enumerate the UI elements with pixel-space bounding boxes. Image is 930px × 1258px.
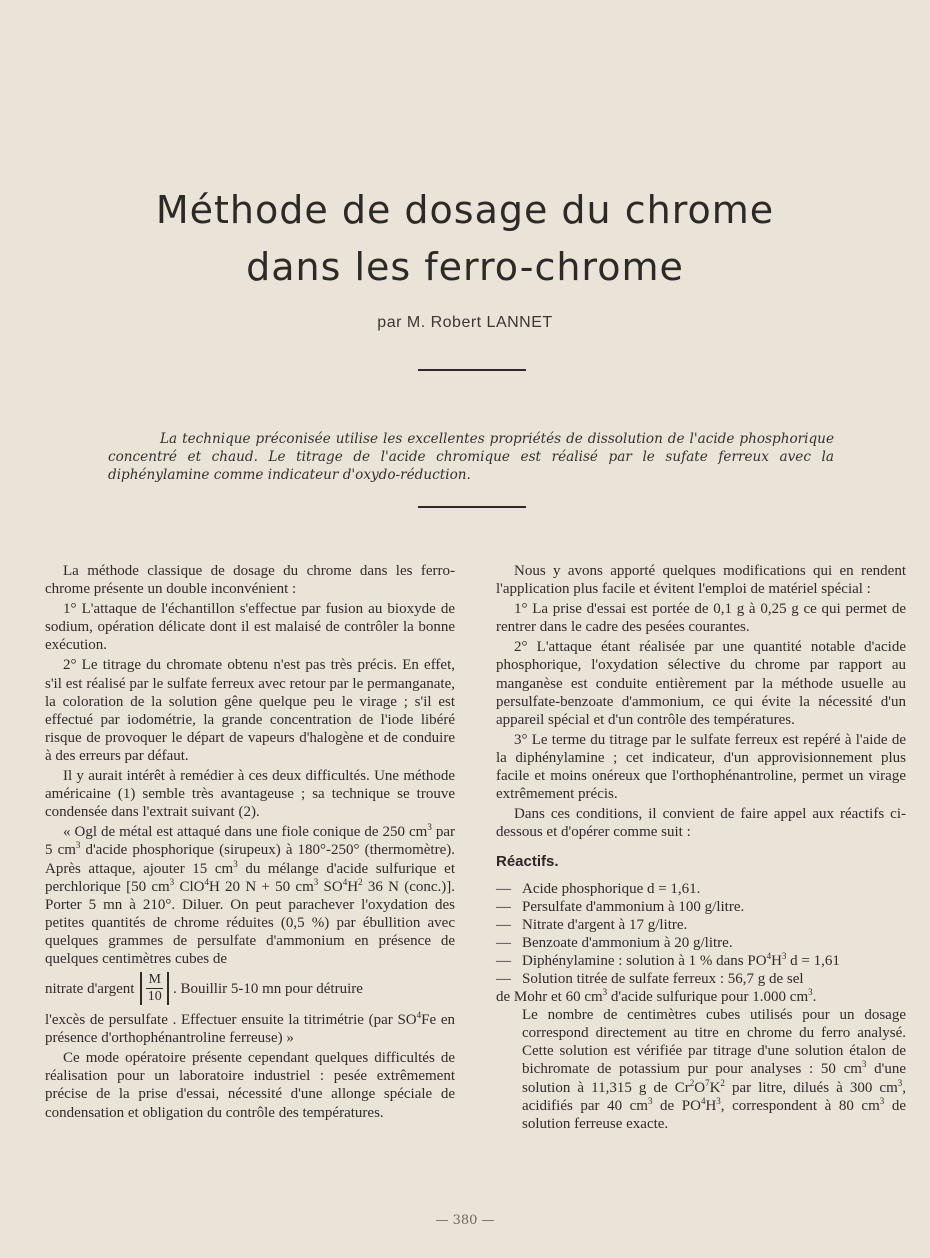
author-byline: par M. Robert LANNET (377, 314, 553, 331)
separator-rule-top (418, 369, 526, 371)
paragraph: l'excès de persulfate . Effectuer ensuite la titrimétrie (par $SO^4Fe$ en présence d'orthophénantroline ferreuse) » (45, 1010, 455, 1047)
list-item: — Persulfate d'ammonium à 100 g/litre. (496, 898, 745, 915)
article-title-line-1: Méthode de dosage du chrome (155, 188, 775, 232)
abstract: La technique préconisée utilise les excellentes propriétés de dissolution de l'acide phosphorique concentré et chaud. Le titrage de l'acide chromique est réalisé par le sufate ferreux avec la diphénylamine comme indicateur d'oxydo-réduction. (108, 431, 834, 483)
right-column (496, 562, 906, 1135)
fraction-prefix: nitrate d'argent (45, 980, 135, 997)
reagents-heading: Réactifs. (496, 853, 559, 871)
page-number: — 380 — (435, 1213, 495, 1228)
paragraph: 2° L'attaque étant réalisée par une quantité notable d'acide phosphorique, l'oxydation sélective du chrome par rapport au manganèse est conduite entièrement par la méthode usuelle au persulfate-benzoate d'ammonium, ce qui évite la nécessité d'un appareil spécial et d'un contrôle des températures. (496, 639, 906, 728)
list-item: — Benzoate d'ammonium à 20 g/litre. (496, 934, 733, 951)
paragraph: Il y aurait intérêt à remédier à ces deux difficultés. Une méthode américaine (1) semble très avantageuse ; sa technique se trouve condensée dans l'extrait suivant (2). (45, 768, 455, 821)
paragraph: Ce mode opératoire présente cependant quelques difficultés de réalisation pour un laboratoire industriel : pesée extrêmement précise de la prise d'essai, nécessité d'une allonge spéciale de condensation et obligation du contrôle des températures. (45, 1050, 455, 1121)
left-column (45, 562, 455, 1124)
fraction-suffix: . Bouillir 5-10 mn pour détruire (172, 980, 363, 997)
paragraph: La méthode classique de dosage du chrome dans les ferro-chrome présente un double inconvénient : (45, 563, 455, 598)
fraction-line (45, 972, 455, 1005)
paragraph: 2° Le titrage du chromate obtenu n'est pas très précis. En effet, s'il est réalisé par le sulfate ferreux avec retour par le permanganate, la coloration de la solution gêne quelque peu le virage ; s'il est effectué par iodométrie, la grande concentration de l'iode libéré risque de provoquer le départ de vapeurs d'halogène et de conduire à des erreurs par défaut. (45, 657, 455, 764)
list-item: — Nitrate d'argent à 17 g/litre. (496, 916, 688, 933)
list-item: — Diphénylamine : solution à 1 % dans $PO^4H^3$ d = 1,61 (496, 950, 840, 969)
paragraph: 1° La prise d'essai est portée de 0,1 g à 0,25 g ce qui permet de rentrer dans le cadre des pesées courantes. (496, 601, 906, 636)
article-title-line-2: dans les ferro-chrome (246, 245, 684, 289)
paragraph: Nous y avons apporté quelques modifications qui en rendent l'application plus facile et évitent l'emploi de matériel spécial : (496, 563, 906, 598)
list-item: — Acide phosphorique d = 1,61. (496, 880, 701, 897)
quoted-procedure: « Ogl de métal est attaqué dans une fiole conique de 250 $cm^3$ par 5 $cm^3$ d'acide phosphorique (sirupeux) à 180°-250° (thermomètre). Après attaque, ajouter 15 $cm^3$ du mélange d'acide sulfurique et perchlorique [50 $cm^3$ ClO$^4$H 20 N + 50 $cm^3$ $SO^4H^2$ 36 N (conc.)]. Porter 5 mn à 210°. Diluer. On peut parachever l'oxydation des petites quantités de chrome réduites (0,5 %) par ébullition avec quelques grammes de persulfate d'ammonium en présence de quelques centimètres cubes de (45, 822, 456, 967)
paragraph: 3° Le terme du titrage par le sulfate ferreux est repéré à l'aide de la diphénylamine ; cet indicateur, d'un approvisionnement plus facile et moins onéreux que l'orthophénantroline, permet un virage extrêmement précis. (496, 731, 906, 803)
paragraph: Dans ces conditions, il convient de faire appel aux réactifs ci-dessous et d'opérer comme suit : (496, 806, 906, 841)
list-item: — Solution titrée de sulfate ferreux : 56,7 g de sel de Mohr et 60 $cm^3$ d'acide sulfurique pour 1.000 $cm^3$. (496, 970, 817, 1006)
reagents-list (496, 880, 906, 1007)
separator-rule-bottom (418, 506, 526, 508)
paragraph: 1° L'attaque de l'échantillon s'effectue par fusion au bioxyde de sodium, opération délicate dont il est malaisé de contrôler la bonne exécution. (45, 601, 455, 654)
titration-note: Le nombre de centimètres cubes utilisés pour un dosage correspond directement au titre en chrome du ferro analysé. Cette solution est vérifiée par titrage d'une solution étalon de bichromate de potassium pur pour analyses : 50 $cm^3$ d'une solution à 11,315 g de $Cr^2O^7K^2$ par litre, dilués à 300 $cm^3$, acidifiés par 40 $cm^3$ de $PO^4H^3$, correspondent à 80 $cm^3$ de solution ferreuse exacte. (522, 1007, 906, 1132)
fraction-m-over-10: $\frac{M}{10}$ (140, 972, 168, 1005)
